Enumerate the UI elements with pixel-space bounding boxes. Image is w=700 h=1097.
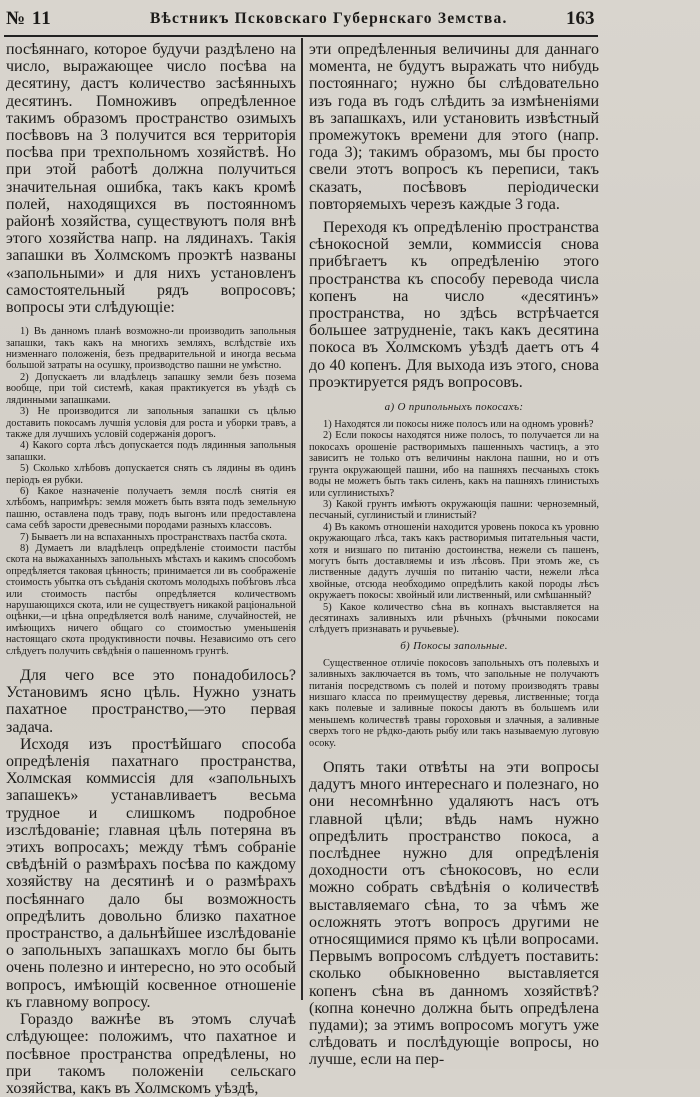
question-item: 8) Думаетъ ли владѣлецъ опредѣленіе стоимости пастбы скота на выжаханныхъ запольныхъ мѣстахъ и какимъ способомъ опредѣляется таковая цѣнность; принимается ли въ соображеніе стоимость убытка отъ съѣданія скотомъ молодыхъ побѣговъ лѣса или стоимость пастбы опредѣляется количествомъ нарушающихся скота, или не существуетъ никакой раціональной оцѣнки,—и цѣна опредѣляется волѣ наниме, случайностей, не имѣющихъ ничего общаго со стоимостью уменьшенія настоящаго скота продуктивности почвы. Независимо отъ сего слѣдуетъ получить свѣдѣнія о пашенномъ грунтѣ.	[6, 542, 296, 657]
page-number: 163	[566, 8, 595, 29]
column-divider	[301, 38, 303, 1000]
section-subheading: б) Покосы запольные.	[400, 639, 508, 652]
journal-title: Вѣстникъ Псковскаго Губернскаго Земства.	[150, 10, 508, 27]
paragraph: Существенное отличіе покосовъ запольныхъ отъ полевыхъ и заливныхъ заключается въ томъ, что запольные не получаютъ питанія посредствомъ съ полей и потому производятъ травы низшаго класса по преимуществу деревья, лиственные; тогда какъ полевые и заливные покосы даютъ въ большемъ или меньшемъ количествѣ травы гороховыя и злачныя, а заливные сверхъ того не рѣдко-дають рыбу или такъ называемую луговую осоку.	[309, 657, 599, 749]
question-item: 5) Какое количество сѣна въ копнахъ выставляется на десятинахъ заливныхъ или рѣчныхъ (рѣчными покосами слѣдуетъ признавать и ручьевые).	[309, 601, 599, 636]
question-item: 4) Какого сорта лѣсъ допускается подъ лядинныя запольныя запашки.	[6, 440, 296, 463]
paragraph: Переходя къ опредѣленію пространства сѣнокосной земли, коммиссія снова прибѣгаетъ къ опредѣленію этого пространства къ способу перевода числа копенъ на число «десятинъ» пространства, но здѣсь встрѣчается большее затрудненіе, такъ какъ десятина покоса въ Холмскомъ уѣздѣ даетъ отъ 4 до 40 копенъ. Для выхода изъ этого, снова проэктируется рядъ вопросовъ.	[309, 219, 599, 391]
question-item: 2) Если покосы находятся ниже полосъ, то получается ли на покосахъ орошеніе растворимыхъ пашенныхъ частицъ, а это зависитъ не только отъ величины наклона пашни, но и отъ грунта окружающей пашни, ибо на пашняхъ песчаныхъ стокъ воды не можетъ быть такъ силенъ, какъ на пашняхъ глинистыхъ или суглинистыхъ?	[309, 430, 599, 499]
question-item: 3) Не производится ли запольныя запашки съ цѣлью доставить покосамъ лучшія условія для роста и уборки травъ, а также для лучшихъ условій содержанія дорогъ.	[6, 406, 296, 440]
question-item: 1) Находятся ли покосы ниже полосъ или на одномъ уровнѣ?	[323, 419, 594, 431]
issue-number: № 11	[6, 8, 52, 29]
question-item: 7) Бываетъ ли на вспаханныхъ пространствахъ пастба скота.	[20, 531, 288, 543]
paragraph: посѣяннаго, которое будучи раздѣлено на число, выражающее число посѣва на десятину, дастъ количество засѣянныхъ десятинъ. Помноживъ опредѣленное такимъ образомъ пространство озимыхъ посѣвовъ на 3 получится вся территорія посѣва при трехпольномъ хозяйствѣ. Но при этой работѣ должна получиться значительная ошибка, такъ какъ кромѣ полей, находящихся въ постоянномъ районѣ хозяйства, существуютъ поля внѣ этого хозяйства напр. на лядинахъ. Такія запашки въ Холмскомъ проэктѣ названы «запольными» и для нихъ установленъ самостоятельный рядъ вопросовъ; вопросы эти слѣдующіе:	[6, 41, 296, 317]
paragraph: Исходя изъ простѣйшаго способа опредѣленія пахатнаго пространства, Холмская коммиссія для «запольныхъ запашекъ» устанавливаетъ весьма трудное и слишкомъ подробное изслѣдованіе; главная цѣль потеряна въ этихъ вопросахъ; между тѣмъ собраніе свѣдѣній о размѣрахъ посѣва по каждому хозяйству на десятинѣ и о размѣрахъ посѣяннаго дало бы возможность опредѣлить довольно близко пахатное пространство, а дальнѣйшее изслѣдованіе о запольныхъ запашкахъ могло бы быть очень полезно и интересно, но это особый вопросъ, имѣющій косвенное отношеніе къ главному вопросу.	[6, 735, 296, 1011]
question-item: 2) Допускаетъ ли владѣлецъ запашку земли безъ позема вообще, при той системѣ, какая практикуется въ уѣздѣ съ лядинными запашками.	[6, 371, 296, 406]
page-header	[6, 8, 596, 34]
question-list	[309, 419, 599, 636]
paragraph: Гораздо важнѣе въ этомъ случаѣ слѣдующее: положимъ, что пахатное и посѣвное пространства опредѣлены, но при такомъ положеніи сельскаго хозяйства, какъ въ Холмскомъ уѣздѣ,	[6, 1011, 296, 1097]
left-column	[6, 41, 296, 1097]
question-list	[6, 326, 296, 657]
right-column	[309, 41, 599, 1069]
question-item: 5) Сколько хлѣбовъ допускается снять съ лядины въ одинъ періодъ ея рубки.	[6, 463, 296, 486]
question-item: 4) Въ какомъ отношеніи находится уровень покоса къ уровню окружающаго лѣса, такъ какъ растворимыя питательныя части, хотя и низшаго по питанію достоинства, нежели съ пашенъ, могутъ быть доставляемы и изъ лѣсовъ. При этомъ же, съ лиственные дадутъ лучшія по питанію части, нежели лѣса хвойные, отсюда необходимо опредѣлить какой породы лѣсъ окружаетъ покосы: хвойный или лиственный, или смѣшанный?	[309, 521, 599, 602]
question-item: 1) Въ данномъ планѣ возможно-ли производить запольныя запашки, такъ какъ на многихъ земляхъ, вслѣдствіе ихъ низменнаго положенія, безъ предварительной и иногда весьма большой затраты на осушку, производство пашни не умѣстно.	[6, 326, 296, 372]
paragraph: эти опредѣленныя величины для даннаго момента, не будутъ выражать что нибудь постояннаго; нужно бы слѣдовательно изъ года въ годъ слѣдить за измѣненіями въ запашкахъ, или установить извѣстный промежутокъ времени для этого (напр. года 3); такимъ образомъ, мы бы просто свели этотъ вопросъ къ переписи, такъ сказать, посѣвовъ періодически повторяемыхъ черезъ каждые 3 года.	[309, 41, 599, 213]
header-rule	[4, 35, 598, 37]
paragraph: Для чего все это понадобилось? Установимъ ясно цѣль. Нужно узнать пахатное пространство,—это первая задача.	[6, 667, 296, 736]
paragraph: Опять таки отвѣты на эти вопросы дадутъ много интереснаго и полезнаго, но они несомнѣнно удаляютъ насъ отъ главной цѣли; вѣдь намъ нужно опредѣлить пространство покоса, а послѣднее нужно для опредѣленія доходности отъ сѣнокосовъ, но если можно собрать свѣдѣнія о количествѣ выставляемаго сѣна, то за чѣмъ же осложнять этотъ вопросъ другими не относящимися прямо къ цѣли вопросами. Первымъ вопросомъ слѣдуетъ поставить: сколько обыкновенно выставляется копенъ сѣна въ данномъ хозяйствѣ? (копна конечно должна быть опредѣлена пудами); за этимъ вопросомъ могутъ уже слѣдовать и послѣдующіе вопросы, но лучше, если на пер-	[309, 759, 599, 1069]
section-subheading: а) О припольныхъ покосахъ:	[384, 401, 524, 414]
question-item: 6) Какое назначеніе получаетъ земля послѣ снятія ея хлѣбомъ, напримѣръ: земля можетъ быть взята подъ земельную пашню, оставлена подъ траву, подъ выгонъ или предоставлена сама себѣ зарости древесными породами разныхъ классовъ.	[6, 485, 296, 532]
question-item: 3) Какой грунтъ имѣютъ окружающія пашни: черноземный, песчаный, суглинистый и глинистый?	[309, 498, 599, 522]
